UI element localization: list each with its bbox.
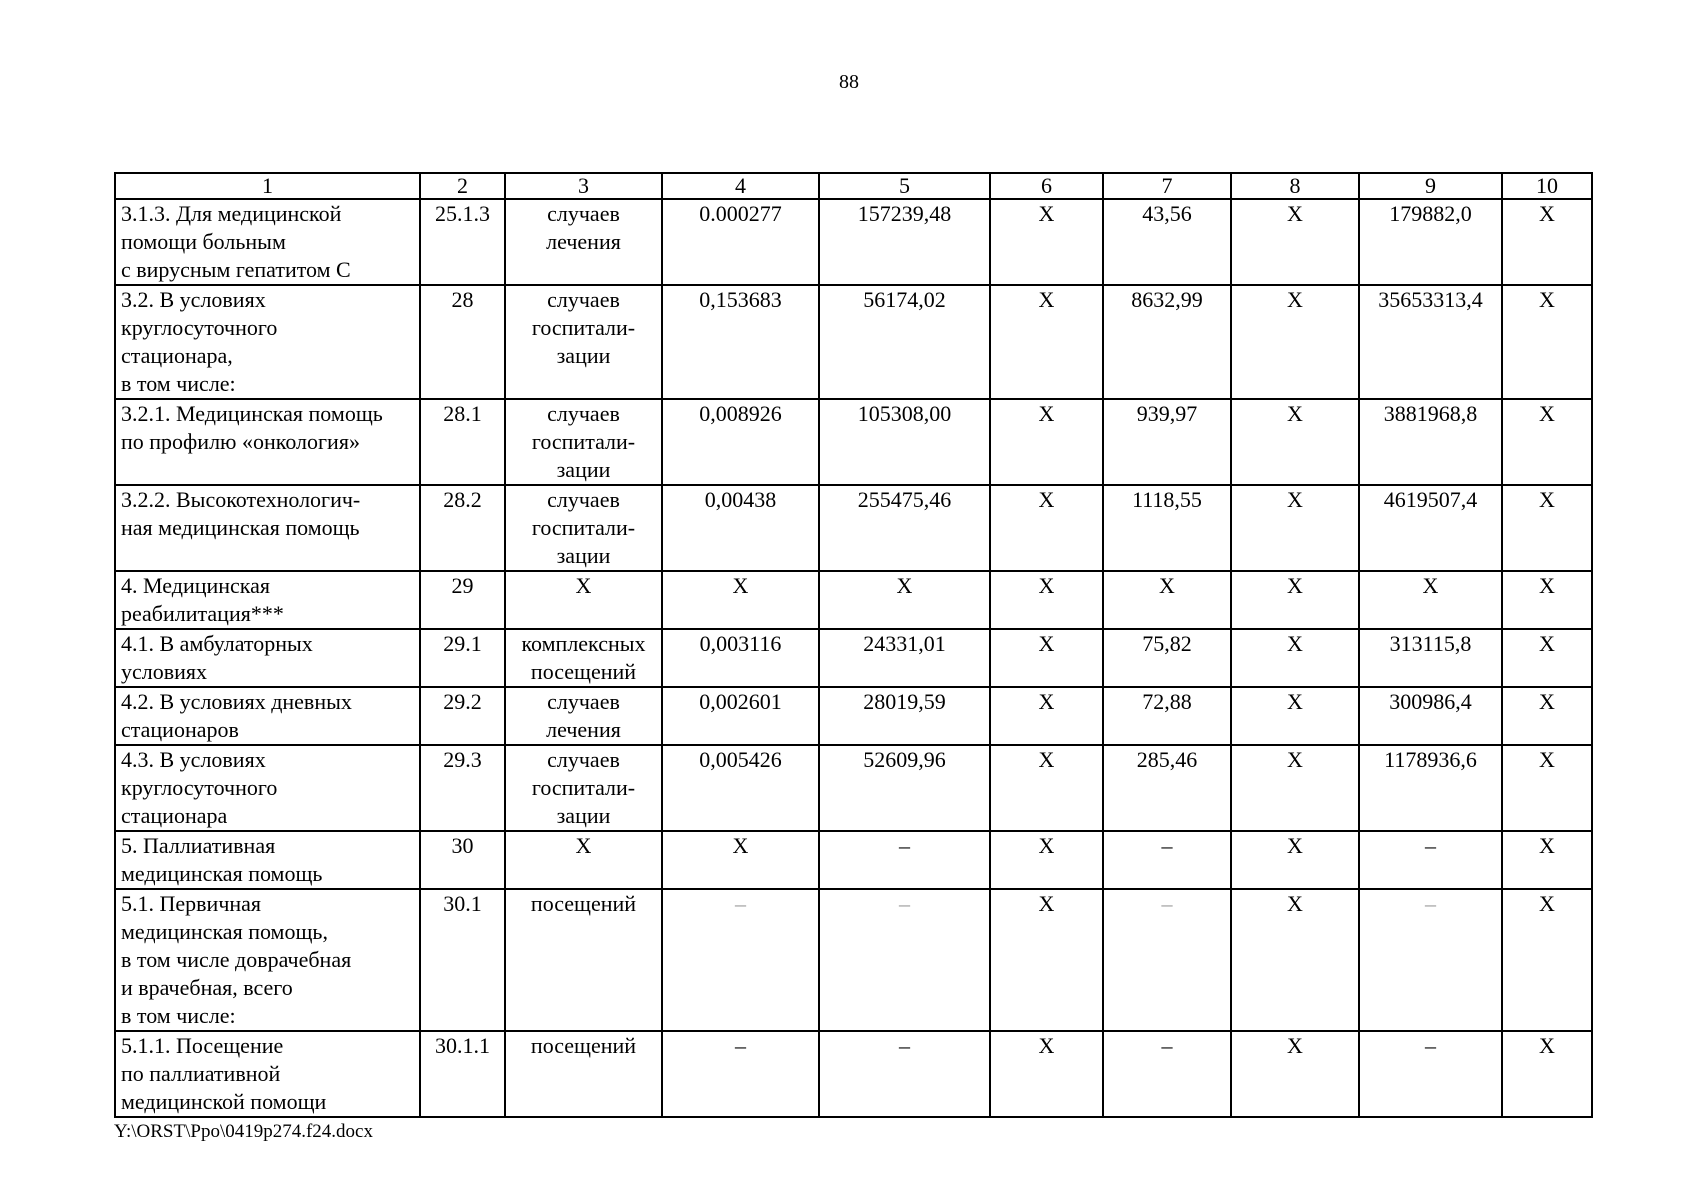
cell-text-line: 29.2 [443, 689, 482, 714]
table-cell [662, 399, 819, 485]
cell-text-line: медицинской помощи [121, 1089, 327, 1114]
cell-text-line: Х [1287, 573, 1303, 598]
cell-text-line: 4.3. В условиях [121, 747, 266, 772]
cell-text-line: стационаров [121, 717, 239, 742]
cell-text-line: случаев [547, 487, 620, 512]
column-header: 8 [1231, 173, 1359, 199]
table-cell [1103, 831, 1231, 889]
cell-text-line: Х [1287, 201, 1303, 226]
cell-text-line: случаев [547, 287, 620, 312]
table-cell [505, 745, 662, 831]
column-header: 9 [1359, 173, 1502, 199]
cell-text-line: Х [1287, 287, 1303, 312]
cell-text-line: Х [1539, 747, 1555, 772]
cell-text-line: в том числе: [121, 1003, 236, 1028]
cell-text-line: 105308,00 [857, 401, 952, 426]
table-cell [505, 889, 662, 1031]
table-cell [662, 485, 819, 571]
table-cell [420, 889, 505, 1031]
cell-text-line: 56174,02 [863, 287, 946, 312]
row-label-cell [115, 199, 420, 285]
data-table [114, 172, 1593, 1118]
row-label-cell [115, 831, 420, 889]
table-cell [819, 1031, 990, 1117]
cell-text-line: в том числе доврачебная [121, 947, 352, 972]
cell-text-line: 72,88 [1142, 689, 1192, 714]
row-label-cell [115, 889, 420, 1031]
cell-text-line: Х [1287, 401, 1303, 426]
cell-text-line: – [1161, 833, 1173, 858]
cell-text-line: 3.2. В условиях [121, 287, 266, 312]
cell-text-line: Х [1038, 747, 1055, 772]
cell-text-line: зации [556, 543, 611, 568]
cell-text-line: Х [1539, 1033, 1555, 1058]
cell-text-line: Х [1038, 287, 1055, 312]
cell-text-line: зации [556, 457, 611, 482]
table-cell [420, 199, 505, 285]
cell-text-line: посещений [530, 659, 637, 684]
cell-text-line: госпитали- [531, 515, 636, 540]
table-cell [1103, 745, 1231, 831]
cell-text-line: 255475,46 [857, 487, 952, 512]
cell-text-line: 24331,01 [863, 631, 946, 656]
cell-text-line: 0,005426 [699, 747, 782, 772]
table-cell [1359, 745, 1502, 831]
cell-text-line: Х [1539, 287, 1555, 312]
table-cell [1502, 745, 1592, 831]
cell-text-line: Х [1539, 891, 1555, 916]
table-cell [505, 199, 662, 285]
cell-text-line: 28019,59 [863, 689, 946, 714]
table-cell [662, 571, 819, 629]
cell-text-line: Х [1539, 689, 1555, 714]
row-label-cell [115, 629, 420, 687]
table-cell [1231, 629, 1359, 687]
table-cell [1103, 889, 1231, 1031]
cell-text-line: Х [1038, 833, 1055, 858]
cell-text-line: посещений [530, 891, 637, 916]
cell-text-line: 29.1 [443, 631, 482, 656]
table-cell [1231, 285, 1359, 399]
cell-text-line: случаев [547, 747, 620, 772]
table-cell [1502, 199, 1592, 285]
table-cell [1359, 285, 1502, 399]
cell-text-line: реабилитация*** [121, 601, 284, 626]
table-row [115, 285, 1592, 399]
cell-text-line: зации [556, 343, 611, 368]
cell-text-line: 4.2. В условиях дневных [121, 689, 352, 714]
table-row [115, 1031, 1592, 1117]
column-header: 7 [1103, 173, 1231, 199]
cell-text-line: ная медицинская помощь [121, 515, 360, 540]
cell-text-line: Х [1539, 833, 1555, 858]
table-cell [420, 485, 505, 571]
cell-text-line: 313115,8 [1389, 631, 1472, 656]
cell-text-line: условиях [121, 659, 208, 684]
cell-text-line: Х [1287, 487, 1303, 512]
row-label-cell [115, 745, 420, 831]
table-cell [1231, 831, 1359, 889]
table-cell [990, 745, 1103, 831]
row-label-cell [115, 571, 420, 629]
cell-text-line: Х [1038, 487, 1055, 512]
cell-text-line: Х [1287, 631, 1303, 656]
cell-text-line: комплексных [521, 631, 646, 656]
table-cell [990, 1031, 1103, 1117]
cell-text-line: 28.2 [443, 487, 482, 512]
cell-text-line: Х [1038, 891, 1055, 916]
table-cell [990, 485, 1103, 571]
table-cell [1231, 889, 1359, 1031]
cell-text-line: Х [575, 833, 592, 858]
cell-text-line: 29.3 [443, 747, 482, 772]
table-cell [819, 629, 990, 687]
table-cell [1359, 199, 1502, 285]
cell-text-line: 3.2.2. Высокотехнологич- [121, 487, 361, 512]
cell-text-line: госпитали- [531, 429, 636, 454]
cell-text-line: – [1161, 891, 1173, 916]
column-header: 4 [662, 173, 819, 199]
cell-text-line: 30.1.1 [435, 1033, 490, 1058]
table-cell [505, 285, 662, 399]
cell-text-line: – [735, 1033, 746, 1058]
page-number: 88 [839, 71, 859, 93]
table-cell [662, 889, 819, 1031]
cell-text-line: 5. Паллиативная [121, 833, 276, 858]
cell-text-line: 0.000277 [699, 201, 782, 226]
cell-text-line: 0,153683 [699, 287, 782, 312]
table-cell [1502, 629, 1592, 687]
cell-text-line: 300986,4 [1389, 689, 1472, 714]
cell-text-line: случаев [547, 401, 620, 426]
cell-text-line: по паллиативной [121, 1061, 281, 1086]
cell-text-line: Х [1287, 1033, 1303, 1058]
cell-text-line: лечения [546, 229, 621, 254]
row-label-cell [115, 399, 420, 485]
cell-text-line: и врачебная, всего [121, 975, 293, 1000]
cell-text-line: 4.1. В амбулаторных [121, 631, 313, 656]
table-cell [662, 285, 819, 399]
table-cell [1502, 687, 1592, 745]
cell-text-line: 43,56 [1142, 201, 1192, 226]
cell-text-line: – [899, 891, 910, 916]
cell-text-line: Х [896, 573, 913, 598]
table-cell [1103, 485, 1231, 571]
column-header: 5 [819, 173, 990, 199]
row-label-cell [115, 1031, 420, 1117]
cell-text-line: 1178936,6 [1384, 747, 1477, 772]
table-cell [1359, 629, 1502, 687]
column-header: 1 [115, 173, 420, 199]
table-cell [420, 745, 505, 831]
table-cell [1231, 199, 1359, 285]
table-cell [420, 1031, 505, 1117]
table-cell [1103, 399, 1231, 485]
cell-text-line: Х [1038, 201, 1055, 226]
table-cell [819, 285, 990, 399]
table-cell [990, 687, 1103, 745]
table-cell [505, 1031, 662, 1117]
table-cell [819, 831, 990, 889]
cell-text-line: – [1161, 1033, 1173, 1058]
table-cell [1103, 571, 1231, 629]
cell-text-line: 3.1.3. Для медицинской [121, 201, 342, 226]
table-cell [1502, 889, 1592, 1031]
cell-text-line: Х [1038, 631, 1055, 656]
cell-text-line: случаев [547, 201, 620, 226]
cell-text-line: 939,97 [1136, 401, 1198, 426]
table-cell [1359, 831, 1502, 889]
cell-text-line: 285,46 [1136, 747, 1198, 772]
cell-text-line: Х [1539, 401, 1555, 426]
table-cell [990, 831, 1103, 889]
cell-text-line: – [1425, 891, 1436, 916]
table-cell [1502, 1031, 1592, 1117]
cell-text-line: 52609,96 [863, 747, 946, 772]
cell-text-line: Х [1038, 1033, 1055, 1058]
table-cell [662, 831, 819, 889]
cell-text-line: стационара, [121, 343, 233, 368]
table-cell [505, 399, 662, 485]
table-cell [819, 199, 990, 285]
table-row [115, 399, 1592, 485]
cell-text-line: 4619507,4 [1383, 487, 1478, 512]
table-cell [1502, 399, 1592, 485]
footer-file-path: Y:\ORST\Ppo\0419p274.f24.docx [114, 1121, 373, 1142]
table-header [115, 173, 1592, 199]
table-cell [420, 399, 505, 485]
table-row [115, 571, 1592, 629]
cell-text-line: зации [556, 803, 611, 828]
table-cell [505, 485, 662, 571]
cell-text-line: Х [1287, 747, 1303, 772]
cell-text-line: 30.1 [443, 891, 482, 916]
cell-text-line: 5.1. Первичная [121, 891, 262, 916]
cell-text-line: Х [575, 573, 592, 598]
table-cell [1231, 485, 1359, 571]
table-cell [1359, 687, 1502, 745]
cell-text-line: посещений [530, 1033, 637, 1058]
row-label-cell [115, 285, 420, 399]
table-cell [662, 687, 819, 745]
table-cell [505, 687, 662, 745]
table-cell [1231, 399, 1359, 485]
column-header: 2 [420, 173, 505, 199]
table-cell [662, 199, 819, 285]
column-header: 6 [990, 173, 1103, 199]
cell-text-line: госпитали- [531, 315, 636, 340]
cell-text-line: госпитали- [531, 775, 636, 800]
cell-text-line: – [735, 891, 746, 916]
cell-text-line: случаев [547, 689, 620, 714]
table-row [115, 687, 1592, 745]
cell-text-line: 1118,55 [1132, 487, 1202, 512]
table-body [115, 199, 1592, 1117]
cell-text-line: Х [732, 573, 749, 598]
table-cell [505, 831, 662, 889]
table-row [115, 485, 1592, 571]
cell-text-line: 4. Медицинская [121, 573, 271, 598]
table-cell [1231, 1031, 1359, 1117]
cell-text-line: 35653313,4 [1378, 287, 1483, 312]
cell-text-line: помощи больным [121, 229, 286, 254]
cell-text-line: 28 [451, 287, 474, 312]
cell-text-line: Х [1159, 573, 1175, 598]
table-cell [1103, 285, 1231, 399]
cell-text-line: Х [1539, 631, 1555, 656]
cell-text-line: стационара [121, 803, 228, 828]
table-cell [990, 629, 1103, 687]
table-cell [1231, 745, 1359, 831]
cell-text-line: 30 [451, 833, 474, 858]
table-cell [505, 571, 662, 629]
table-cell [990, 199, 1103, 285]
table-row [115, 745, 1592, 831]
cell-text-line: Х [1422, 573, 1439, 598]
cell-text-line: 0,002601 [699, 689, 782, 714]
table-cell [990, 399, 1103, 485]
cell-text-line: по профилю «онкология» [121, 429, 360, 454]
cell-text-line: 28.1 [443, 401, 482, 426]
table-row [115, 831, 1592, 889]
cell-text-line: 179882,0 [1389, 201, 1472, 226]
cell-text-line: Х [1038, 401, 1055, 426]
table-cell [505, 629, 662, 687]
table-cell [1502, 485, 1592, 571]
cell-text-line: 29 [451, 573, 474, 598]
table-cell [990, 571, 1103, 629]
row-label-cell [115, 485, 420, 571]
cell-text-line: Х [1287, 891, 1303, 916]
table-cell [819, 687, 990, 745]
cell-text-line: Х [1539, 201, 1555, 226]
cell-text-line: – [1425, 1033, 1436, 1058]
cell-text-line: Х [732, 833, 749, 858]
cell-text-line: медицинская помощь, [121, 919, 328, 944]
table-cell [819, 745, 990, 831]
table-cell [1103, 1031, 1231, 1117]
table-cell [1359, 1031, 1502, 1117]
table-cell [1359, 889, 1502, 1031]
row-label-cell [115, 687, 420, 745]
cell-text-line: Х [1539, 487, 1555, 512]
table-cell [1502, 571, 1592, 629]
table-cell [1502, 831, 1592, 889]
table-cell [819, 571, 990, 629]
cell-text-line: 157239,48 [857, 201, 952, 226]
cell-text-line: – [1425, 833, 1436, 858]
table-cell [990, 889, 1103, 1031]
table-row [115, 199, 1592, 285]
table-cell [662, 1031, 819, 1117]
table-row [115, 629, 1592, 687]
cell-text-line: 25.1.3 [435, 201, 490, 226]
column-header: 3 [505, 173, 662, 199]
table-cell [1231, 687, 1359, 745]
table-cell [662, 745, 819, 831]
cell-text-line: лечения [546, 717, 621, 742]
cell-text-line: с вирусным гепатитом С [121, 257, 351, 282]
cell-text-line: Х [1038, 573, 1055, 598]
cell-text-line: в том числе: [121, 371, 236, 396]
table-cell [1231, 571, 1359, 629]
table-cell [819, 889, 990, 1031]
table-cell [990, 285, 1103, 399]
table-cell [1103, 687, 1231, 745]
table-cell [420, 285, 505, 399]
cell-text-line: круглосуточного [121, 315, 278, 340]
table-cell [420, 687, 505, 745]
table-cell [1359, 571, 1502, 629]
cell-text-line: 3881968,8 [1383, 401, 1478, 426]
cell-text-line: 75,82 [1142, 631, 1192, 656]
table-row [115, 889, 1592, 1031]
table-cell [420, 629, 505, 687]
table-cell [420, 571, 505, 629]
cell-text-line: Х [1539, 573, 1555, 598]
table-cell [662, 629, 819, 687]
column-header: 10 [1502, 173, 1592, 199]
table-cell [819, 485, 990, 571]
cell-text-line: Х [1287, 833, 1303, 858]
cell-text-line: – [899, 1033, 910, 1058]
table-cell [1359, 399, 1502, 485]
cell-text-line: Х [1038, 689, 1055, 714]
table-cell [1359, 485, 1502, 571]
cell-text-line: 5.1.1. Посещение [121, 1033, 284, 1058]
cell-text-line: – [899, 833, 910, 858]
cell-text-line: медицинская помощь [121, 861, 323, 886]
cell-text-line: 8632,99 [1131, 287, 1203, 312]
cell-text-line: 0,00438 [704, 487, 777, 512]
table-cell [420, 831, 505, 889]
table-cell [819, 399, 990, 485]
cell-text-line: 0,003116 [699, 631, 782, 656]
table-cell [1103, 199, 1231, 285]
header-row [115, 173, 1592, 199]
cell-text-line: Х [1287, 689, 1303, 714]
cell-text-line: 0,008926 [699, 401, 782, 426]
cell-text-line: 3.2.1. Медицинская помощь [121, 401, 383, 426]
table-cell [1502, 285, 1592, 399]
cell-text-line: круглосуточного [121, 775, 278, 800]
table-cell [1103, 629, 1231, 687]
